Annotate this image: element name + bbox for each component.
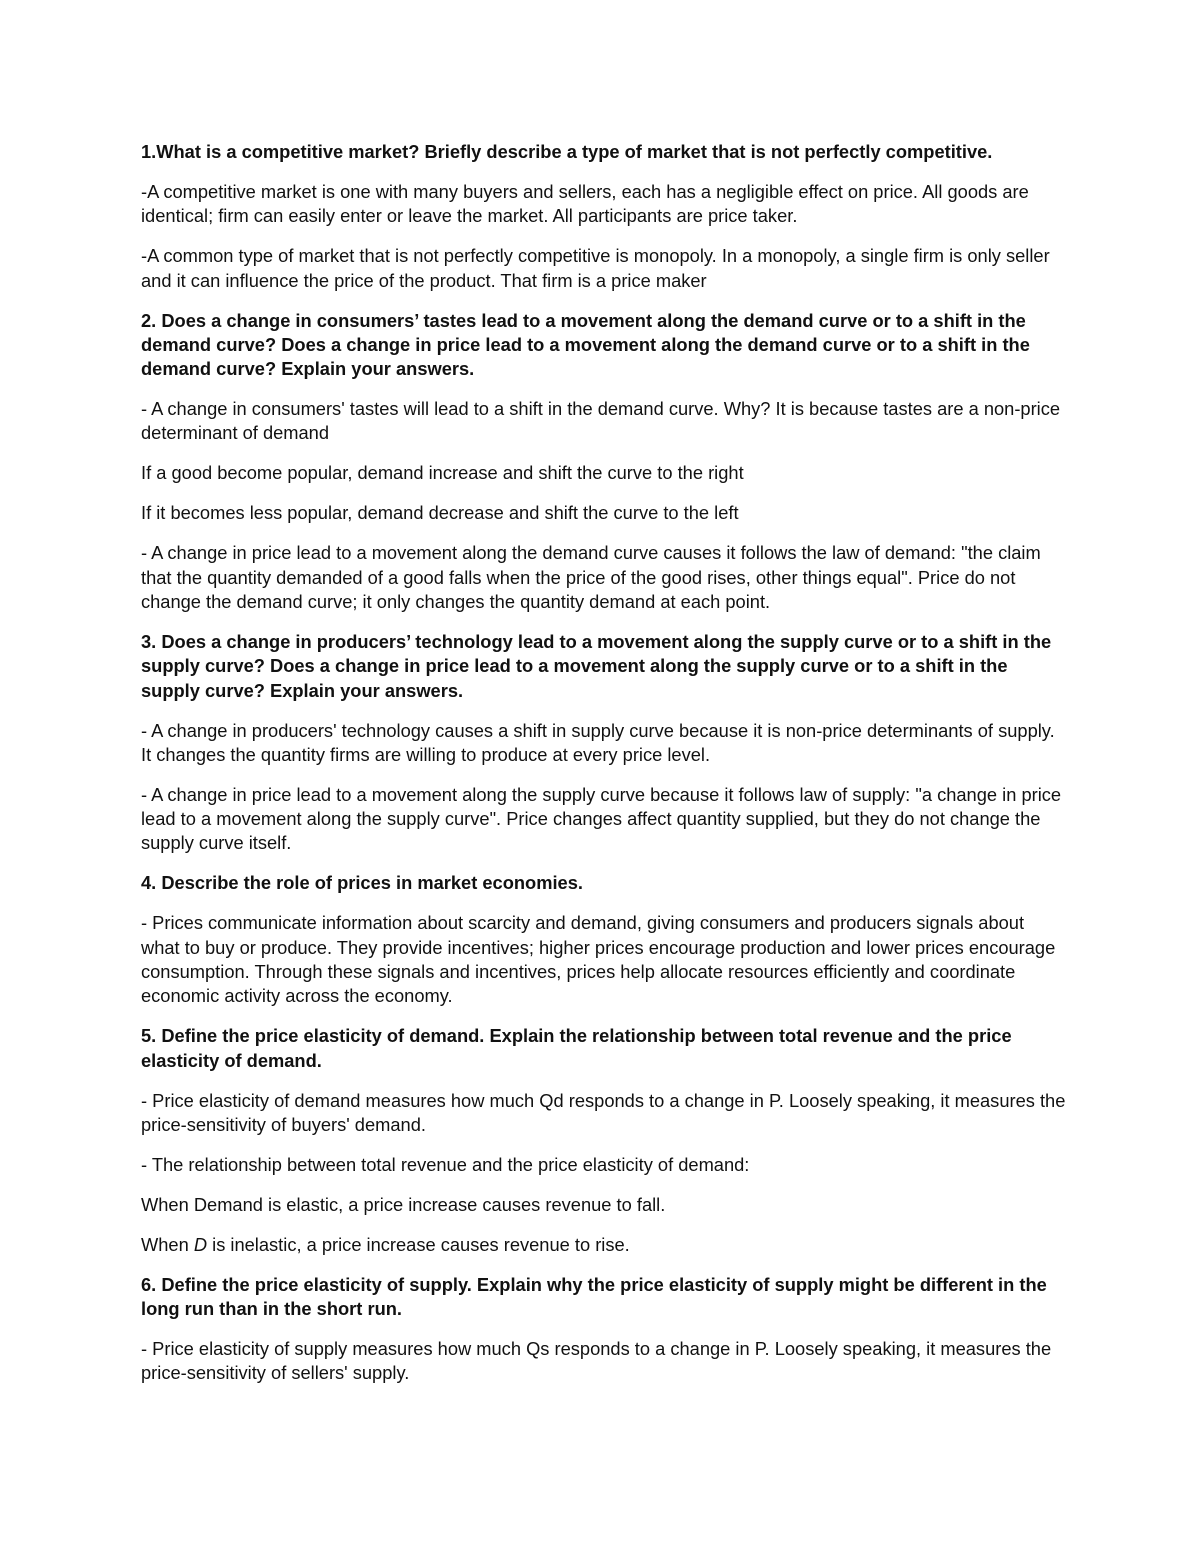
answer-5-paragraph-2: - The relationship between total revenue and the price elasticity of demand: xyxy=(141,1153,750,1175)
question-2-heading: 2. Does a change in consumers’ tastes lead to a movement along the demand curve or to a shift in the demand curve? Does a change in price lead to a movement along the demand curve or to a shift in the demand curve? Explain your answers. xyxy=(141,309,1030,380)
answer-5-paragraph-4-end: is inelastic, a price increase causes revenue to rise. xyxy=(207,1233,630,1255)
answer-2-paragraph-4: - A change in price lead to a movement along the demand curve causes it follows the law of demand: "the claim that the quantity demanded of a good falls when the price of the good rises, other things equal". Price do not change the demand curve; it only changes the quantity demand at each point. xyxy=(141,542,1041,612)
answer-2-paragraph-2: If a good become popular, demand increase and shift the curve to the right xyxy=(141,462,744,484)
question-6-heading: 6. Define the price elasticity of supply. Explain why the price elasticity of supply might be different in the long run than in the short run. xyxy=(141,1273,1047,1320)
answer-5-paragraph-4-start: When xyxy=(141,1233,194,1255)
answer-2-paragraph-1: - A change in consumers' tastes will lead to a shift in the demand curve. Why? It is because tastes are a non-price determinant of demand xyxy=(141,398,1061,444)
answer-2-paragraph-3: If it becomes less popular, demand decrease and shift the curve to the left xyxy=(141,502,739,524)
answer-5-italic-d: D xyxy=(193,1233,208,1255)
question-4-heading: 4. Describe the role of prices in market economies. xyxy=(141,872,583,894)
answer-1-paragraph-2: -A common type of market that is not perfectly competitive is monopoly. In a monopoly, a single firm is only seller and it can influence the price of the product. That firm is a price maker xyxy=(141,245,1050,291)
answer-3-paragraph-2: - A change in price lead to a movement along the supply curve because it follows law of supply: "a change in price lead to a movement along the supply curve". Price changes affect quantity supplied, but they do not change the supply curve itself. xyxy=(141,783,1062,854)
question-3-heading: 3. Does a change in producers’ technology lead to a movement along the supply curve or to a shift in the supply curve? Does a change in price lead to a movement along the supply curve or to a shift in the supply curve? Explain your answers. xyxy=(141,630,1052,701)
question-5-heading: 5. Define the price elasticity of demand. Explain the relationship between total revenue and the price elasticity of demand. xyxy=(141,1025,1012,1071)
answer-5-paragraph-1: - Price elasticity of demand measures how much Qd responds to a change in P. Loosely speaking, it measures the price-sensitivity of buyers' demand. xyxy=(141,1089,1066,1135)
answer-3-paragraph-1: - A change in producers' technology causes a shift in supply curve because it is non-price determinants of supply. It changes the quantity firms are willing to produce at every price level. xyxy=(141,719,1055,765)
answer-4-paragraph-1: - Prices communicate information about scarcity and demand, giving consumers and producers signals about what to buy or produce. They provide incentives; higher prices encourage production and lower prices encourage consumption. Through these signals and incentives, prices help allocate resources efficiently and coordinate economic activity across the economy. xyxy=(141,912,1056,1007)
answer-1-paragraph-1: -A competitive market is one with many buyers and sellers, each has a negligible effect on price. All goods are identical; firm can easily enter or leave the market. All participants are price taker. xyxy=(141,180,1029,227)
answer-5-paragraph-3: When Demand is elastic, a price increase causes revenue to fall. xyxy=(141,1193,666,1215)
question-1-heading: 1.What is a competitive market? Briefly describe a type of market that is not perfectly competitive. xyxy=(141,141,993,162)
answer-6-paragraph-1: - Price elasticity of supply measures how much Qs responds to a change in P. Loosely speaking, it measures the price-sensitivity of sellers' supply. xyxy=(141,1338,1052,1384)
document-page xyxy=(141,140,1066,1401)
answer-5-paragraph-4 xyxy=(141,1233,1066,1257)
